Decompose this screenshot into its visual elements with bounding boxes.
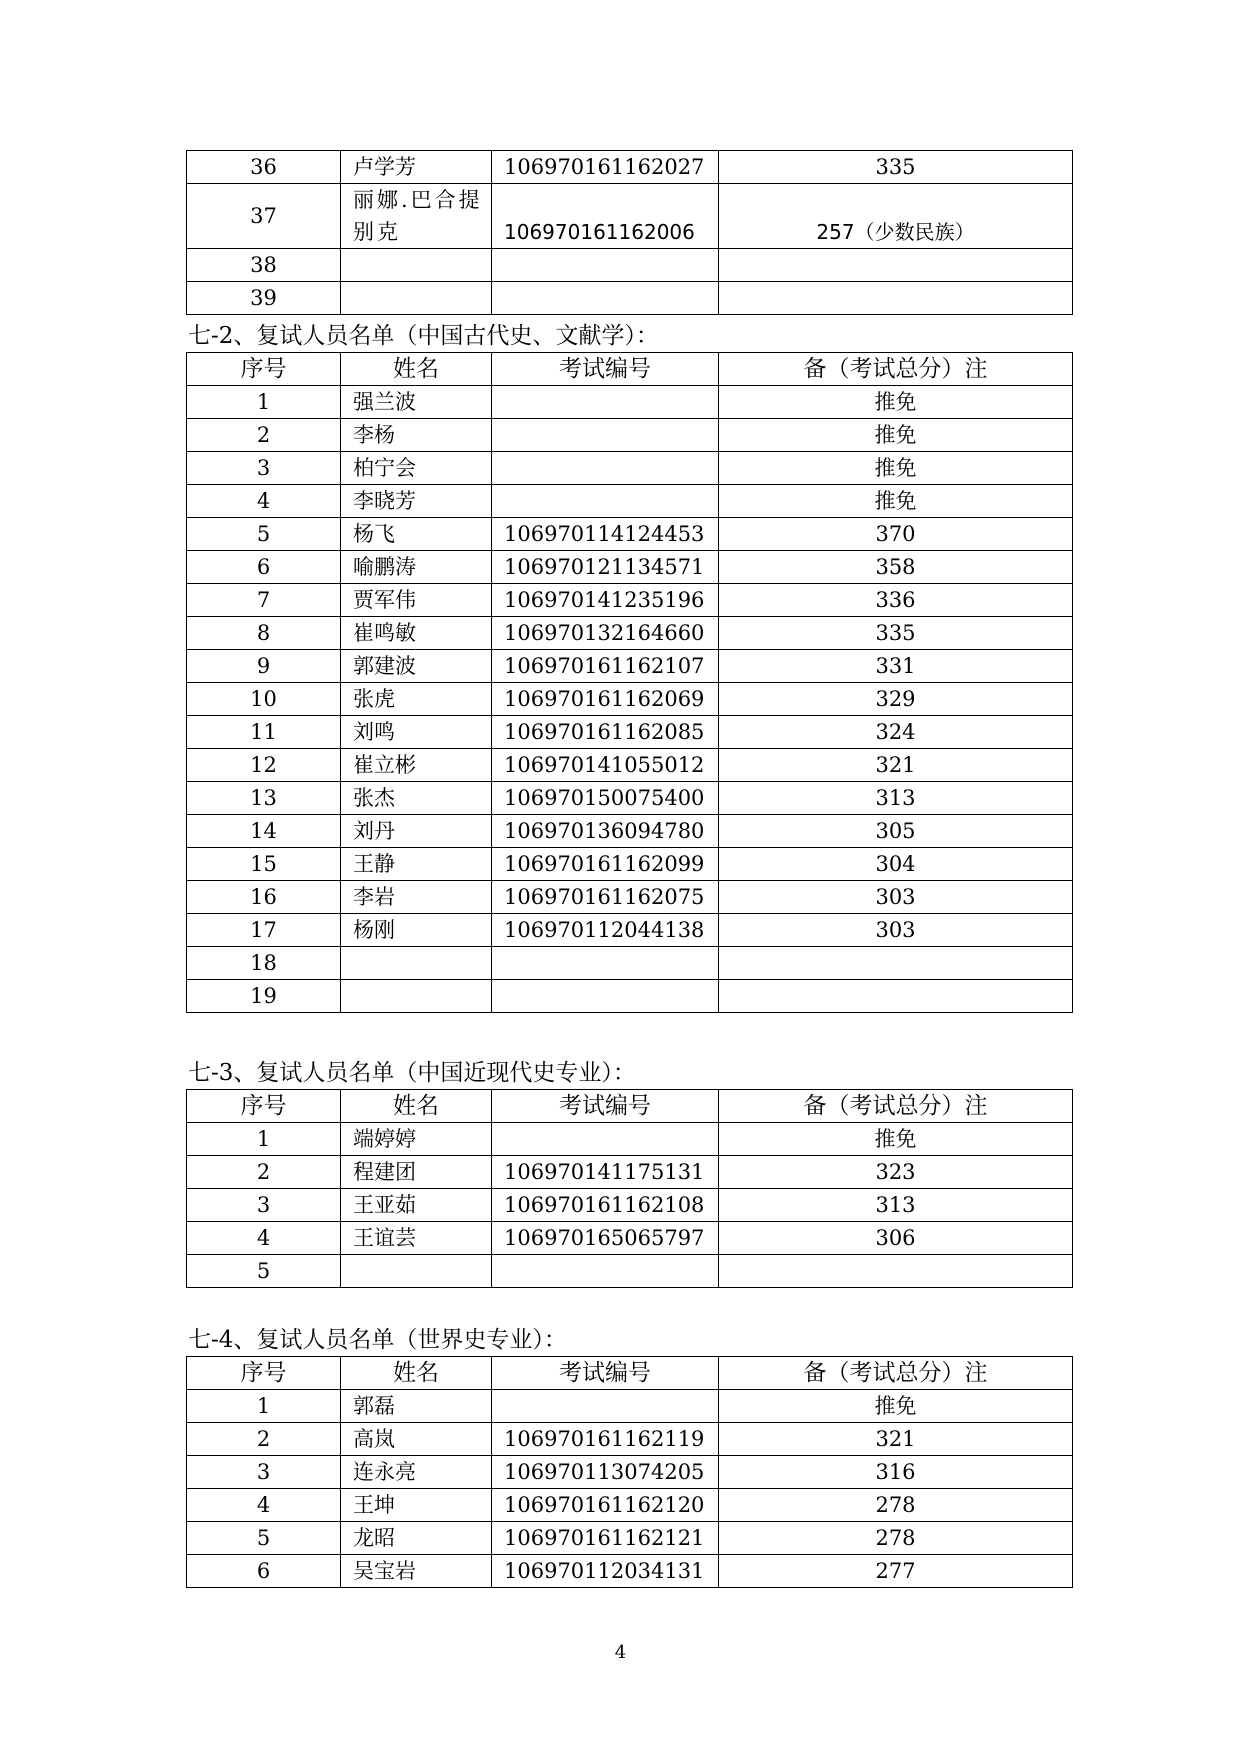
header-exam-no: 考试编号	[492, 353, 719, 386]
seq-cell: 7	[187, 584, 341, 617]
name-cell: 李岩	[341, 881, 492, 914]
exam-no-cell	[492, 980, 719, 1013]
table-row	[187, 980, 1073, 1013]
seq-cell: 39	[187, 282, 341, 315]
exam-no-cell	[492, 282, 719, 315]
table-row	[187, 1255, 1073, 1288]
note-cell: 推免	[719, 419, 1073, 452]
note-cell: 329	[719, 683, 1073, 716]
note-cell: 324	[719, 716, 1073, 749]
name-cell: 程建团	[341, 1156, 492, 1189]
name-cell: 刘丹	[341, 815, 492, 848]
exam-no-cell: 106970132164660	[492, 617, 719, 650]
table-row	[187, 683, 1073, 716]
seq-cell: 14	[187, 815, 341, 848]
exam-no-cell: 106970112044138	[492, 914, 719, 947]
exam-no-cell: 106970114124453	[492, 518, 719, 551]
exam-no-cell: 106970161162108	[492, 1189, 719, 1222]
note-cell: 306	[719, 1222, 1073, 1255]
seq-cell: 4	[187, 1222, 341, 1255]
seq-cell: 6	[187, 551, 341, 584]
seq-cell: 19	[187, 980, 341, 1013]
seq-cell: 8	[187, 617, 341, 650]
note-cell: 304	[719, 848, 1073, 881]
note-cell: 推免	[719, 386, 1073, 419]
exam-no-cell	[492, 1123, 719, 1156]
note-cell: 335	[719, 151, 1073, 184]
seq-cell: 4	[187, 485, 341, 518]
name-cell	[341, 282, 492, 315]
note-cell: 推免	[719, 1123, 1073, 1156]
header-note: 备（考试总分）注	[719, 1357, 1073, 1390]
exam-no-cell	[492, 386, 719, 419]
table-row	[187, 1156, 1073, 1189]
table-row	[187, 815, 1073, 848]
name-cell: 崔鸣敏	[341, 617, 492, 650]
seq-cell: 2	[187, 1423, 341, 1456]
table-row	[187, 1189, 1073, 1222]
table-row	[187, 1555, 1073, 1588]
exam-no-cell: 106970141055012	[492, 749, 719, 782]
note-cell: 316	[719, 1456, 1073, 1489]
note-cell	[719, 1255, 1073, 1288]
seq-cell: 13	[187, 782, 341, 815]
table-row	[187, 184, 1073, 249]
exam-no-cell: 106970161162075	[492, 881, 719, 914]
section-title-7-4: 七-4、复试人员名单（世界史专业）：	[188, 1327, 567, 1353]
seq-cell: 11	[187, 716, 341, 749]
name-cell: 张杰	[341, 782, 492, 815]
exam-no-cell: 106970165065797	[492, 1222, 719, 1255]
note-cell: 323	[719, 1156, 1073, 1189]
exam-no-cell: 106970161162119	[492, 1423, 719, 1456]
table-row	[187, 947, 1073, 980]
name-cell: 连永亮	[341, 1456, 492, 1489]
exam-no-cell: 106970112034131	[492, 1555, 719, 1588]
name-cell: 龙昭	[341, 1522, 492, 1555]
name-cell: 王亚茹	[341, 1189, 492, 1222]
name-cell: 郭磊	[341, 1390, 492, 1423]
seq-cell: 38	[187, 249, 341, 282]
exam-no-cell: 106970113074205	[492, 1456, 719, 1489]
exam-no-cell: 106970161162006	[492, 184, 719, 249]
name-cell: 郭建波	[341, 650, 492, 683]
table-7-2	[186, 352, 1073, 1013]
seq-cell: 5	[187, 518, 341, 551]
seq-cell: 1	[187, 386, 341, 419]
seq-cell: 6	[187, 1555, 341, 1588]
header-note: 备（考试总分）注	[719, 353, 1073, 386]
name-cell	[341, 980, 492, 1013]
section-title-7-3: 七-3、复试人员名单（中国近现代史专业）：	[188, 1060, 636, 1086]
seq-cell: 15	[187, 848, 341, 881]
note-cell: 305	[719, 815, 1073, 848]
header-name: 姓名	[341, 1090, 492, 1123]
name-cell: 杨飞	[341, 518, 492, 551]
note-cell: 331	[719, 650, 1073, 683]
seq-cell: 12	[187, 749, 341, 782]
header-seq: 序号	[187, 1090, 341, 1123]
seq-cell: 1	[187, 1390, 341, 1423]
table-row	[187, 151, 1073, 184]
name-cell: 丽娜.巴合提别克	[341, 184, 492, 249]
note-cell: 335	[719, 617, 1073, 650]
table-row	[187, 782, 1073, 815]
header-note: 备（考试总分）注	[719, 1090, 1073, 1123]
name-cell	[341, 947, 492, 980]
table-row	[187, 386, 1073, 419]
exam-no-cell	[492, 485, 719, 518]
name-cell: 崔立彬	[341, 749, 492, 782]
note-cell: 303	[719, 881, 1073, 914]
note-cell	[719, 249, 1073, 282]
note-cell: 313	[719, 782, 1073, 815]
exam-no-cell	[492, 1390, 719, 1423]
seq-cell: 2	[187, 1156, 341, 1189]
table-row	[187, 1390, 1073, 1423]
note-cell: 推免	[719, 452, 1073, 485]
exam-no-cell	[492, 419, 719, 452]
table-row	[187, 551, 1073, 584]
exam-no-cell	[492, 452, 719, 485]
name-cell	[341, 249, 492, 282]
seq-cell: 18	[187, 947, 341, 980]
note-cell	[719, 980, 1073, 1013]
name-cell: 王静	[341, 848, 492, 881]
table-row	[187, 452, 1073, 485]
seq-cell: 3	[187, 1189, 341, 1222]
note-cell: 257（少数民族）	[719, 184, 1073, 249]
exam-no-cell: 106970150075400	[492, 782, 719, 815]
name-cell: 张虎	[341, 683, 492, 716]
seq-cell: 16	[187, 881, 341, 914]
seq-cell: 3	[187, 1456, 341, 1489]
table-header-row	[187, 1090, 1073, 1123]
exam-no-cell: 106970161162085	[492, 716, 719, 749]
header-exam-no: 考试编号	[492, 1357, 719, 1390]
note-cell: 277	[719, 1555, 1073, 1588]
name-cell: 贾军伟	[341, 584, 492, 617]
table-row	[187, 881, 1073, 914]
table-row	[187, 914, 1073, 947]
note-cell: 推免	[719, 1390, 1073, 1423]
note-cell	[719, 282, 1073, 315]
table-row	[187, 1123, 1073, 1156]
table-header-row	[187, 1357, 1073, 1390]
seq-cell: 5	[187, 1522, 341, 1555]
name-cell: 李杨	[341, 419, 492, 452]
name-cell: 柏宁会	[341, 452, 492, 485]
table-header-row	[187, 353, 1073, 386]
table-row	[187, 617, 1073, 650]
exam-no-cell	[492, 947, 719, 980]
table-row	[187, 1489, 1073, 1522]
table-row	[187, 282, 1073, 315]
table-row	[187, 650, 1073, 683]
exam-no-cell: 106970161162120	[492, 1489, 719, 1522]
name-cell: 王坤	[341, 1489, 492, 1522]
table-row	[187, 419, 1073, 452]
exam-no-cell: 106970161162099	[492, 848, 719, 881]
header-name: 姓名	[341, 1357, 492, 1390]
note-cell: 313	[719, 1189, 1073, 1222]
header-seq: 序号	[187, 353, 341, 386]
exam-no-cell	[492, 249, 719, 282]
name-cell: 刘鸣	[341, 716, 492, 749]
table-row	[187, 716, 1073, 749]
note-cell: 303	[719, 914, 1073, 947]
section-title-7-2: 七-2、复试人员名单（中国古代史、文献学）：	[188, 323, 659, 349]
exam-no-cell: 106970161162121	[492, 1522, 719, 1555]
page-number: 4	[614, 1642, 627, 1663]
name-cell: 强兰波	[341, 386, 492, 419]
seq-cell: 10	[187, 683, 341, 716]
note-cell: 321	[719, 1423, 1073, 1456]
note-cell: 321	[719, 749, 1073, 782]
seq-cell: 3	[187, 452, 341, 485]
note-cell: 336	[719, 584, 1073, 617]
name-cell: 卢学芳	[341, 151, 492, 184]
continued-table	[186, 150, 1073, 315]
exam-no-cell: 106970161162069	[492, 683, 719, 716]
exam-no-cell	[492, 1255, 719, 1288]
header-exam-no: 考试编号	[492, 1090, 719, 1123]
seq-cell: 1	[187, 1123, 341, 1156]
exam-no-cell: 106970121134571	[492, 551, 719, 584]
seq-cell: 9	[187, 650, 341, 683]
note-cell: 推免	[719, 485, 1073, 518]
table-row	[187, 1222, 1073, 1255]
name-cell: 喻鹏涛	[341, 551, 492, 584]
name-cell: 李晓芳	[341, 485, 492, 518]
table-row	[187, 584, 1073, 617]
exam-no-cell: 106970136094780	[492, 815, 719, 848]
seq-cell: 37	[187, 184, 341, 249]
table-row	[187, 749, 1073, 782]
exam-no-cell: 106970141235196	[492, 584, 719, 617]
table-7-4	[186, 1356, 1073, 1588]
seq-cell: 2	[187, 419, 341, 452]
table-row	[187, 249, 1073, 282]
table-row	[187, 485, 1073, 518]
table-7-3	[186, 1089, 1073, 1288]
seq-cell: 5	[187, 1255, 341, 1288]
table-row	[187, 518, 1073, 551]
note-cell	[719, 947, 1073, 980]
note-cell: 278	[719, 1489, 1073, 1522]
exam-no-cell: 106970161162027	[492, 151, 719, 184]
table-row	[187, 1423, 1073, 1456]
exam-no-cell: 106970161162107	[492, 650, 719, 683]
table-row	[187, 848, 1073, 881]
table-row	[187, 1522, 1073, 1555]
seq-cell: 36	[187, 151, 341, 184]
header-seq: 序号	[187, 1357, 341, 1390]
note-cell: 358	[719, 551, 1073, 584]
header-name: 姓名	[341, 353, 492, 386]
name-cell	[341, 1255, 492, 1288]
seq-cell: 4	[187, 1489, 341, 1522]
table-row	[187, 1456, 1073, 1489]
name-cell: 端婷婷	[341, 1123, 492, 1156]
name-cell: 王谊芸	[341, 1222, 492, 1255]
name-cell: 吴宝岩	[341, 1555, 492, 1588]
exam-no-cell: 106970141175131	[492, 1156, 719, 1189]
note-cell: 278	[719, 1522, 1073, 1555]
note-cell: 370	[719, 518, 1073, 551]
name-cell: 高岚	[341, 1423, 492, 1456]
seq-cell: 17	[187, 914, 341, 947]
name-cell: 杨刚	[341, 914, 492, 947]
